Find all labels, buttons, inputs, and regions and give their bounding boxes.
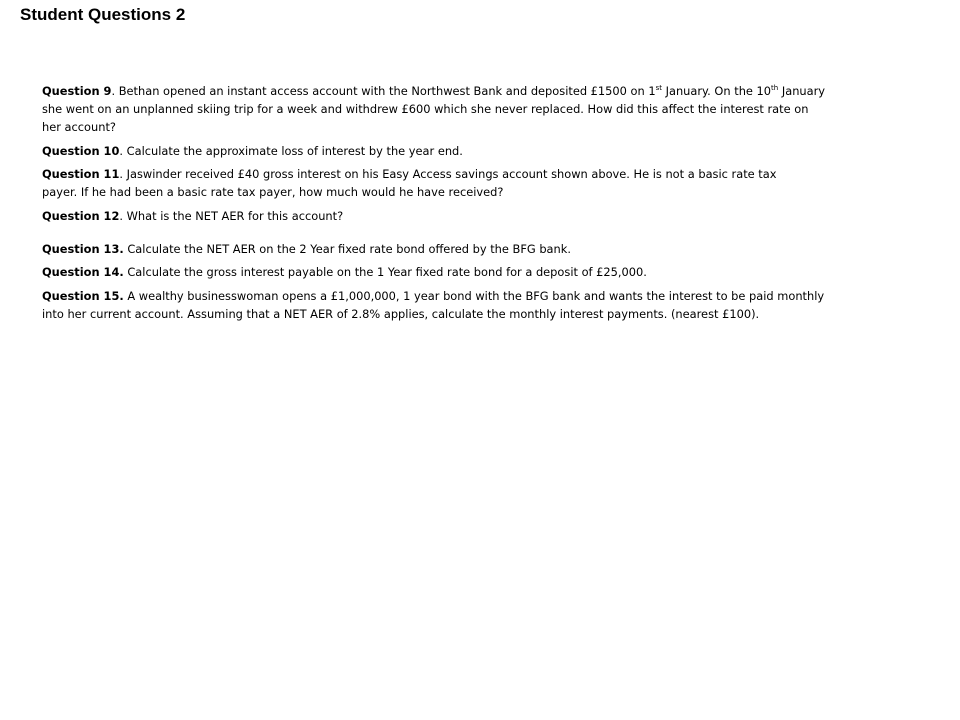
question-11-text: . Jaswinder received £40 gross interest on his Easy Access savings account shown above. He is not a basic rate tax bbox=[119, 167, 777, 181]
page-title: Student Questions 2 bbox=[20, 5, 186, 24]
question-9-text-3: January bbox=[778, 84, 826, 98]
question-10-line-1 bbox=[42, 142, 922, 160]
question-13-line-1 bbox=[42, 240, 922, 258]
question-14 bbox=[42, 263, 922, 281]
question-9-label: Question 9 bbox=[42, 84, 112, 98]
question-10 bbox=[42, 142, 922, 160]
question-9-text-1: . Bethan opened an instant access account with the Northwest Bank and deposited £1500 on 1 bbox=[111, 84, 656, 98]
question-14-text: Calculate the gross interest payable on the 1 Year fixed rate bond for a deposit of £25,000. bbox=[123, 265, 647, 279]
question-10-text: . Calculate the approximate loss of interest by the year end. bbox=[119, 144, 463, 158]
question-9-line-2: she went on an unplanned skiing trip for a week and withdrew £600 which she never replaced. How did this affect the interest rate on bbox=[42, 102, 809, 116]
question-12-label: Question 12 bbox=[42, 209, 120, 223]
question-13 bbox=[42, 240, 922, 258]
question-9-sup-1: st bbox=[655, 84, 662, 93]
question-11 bbox=[42, 165, 922, 201]
question-12-line-1 bbox=[42, 207, 922, 225]
question-13-label: Question 13. bbox=[42, 242, 124, 256]
question-12 bbox=[42, 207, 922, 225]
question-9-line-3: her account? bbox=[42, 120, 116, 134]
question-14-line-1 bbox=[42, 263, 922, 281]
question-11-line-2: payer. If he had been a basic rate tax payer, how much would he have received? bbox=[42, 185, 504, 199]
question-15 bbox=[42, 287, 922, 323]
question-10-label: Question 10 bbox=[42, 144, 120, 158]
question-list bbox=[42, 82, 922, 323]
question-15-line-2: into her current account. Assuming that a NET AER of 2.8% applies, calculate the monthly interest payments. (nearest £100). bbox=[42, 307, 760, 321]
question-15-line-1 bbox=[42, 287, 922, 305]
question-11-line-1 bbox=[42, 165, 922, 183]
question-15-text: A wealthy businesswoman opens a £1,000,000, 1 year bond with the BFG bank and wants the interest to be paid monthly bbox=[123, 289, 825, 303]
question-9 bbox=[42, 82, 922, 136]
question-9-sup-2: th bbox=[771, 84, 779, 93]
question-13-text: Calculate the NET AER on the 2 Year fixed rate bond offered by the BFG bank. bbox=[123, 242, 571, 256]
question-14-label: Question 14. bbox=[42, 265, 124, 279]
question-15-label: Question 15. bbox=[42, 289, 124, 303]
question-9-line-1 bbox=[42, 82, 922, 100]
question-12-text: . What is the NET AER for this account? bbox=[119, 209, 344, 223]
question-11-label: Question 11 bbox=[42, 167, 120, 181]
question-9-text-2: January. On the 10 bbox=[662, 84, 772, 98]
